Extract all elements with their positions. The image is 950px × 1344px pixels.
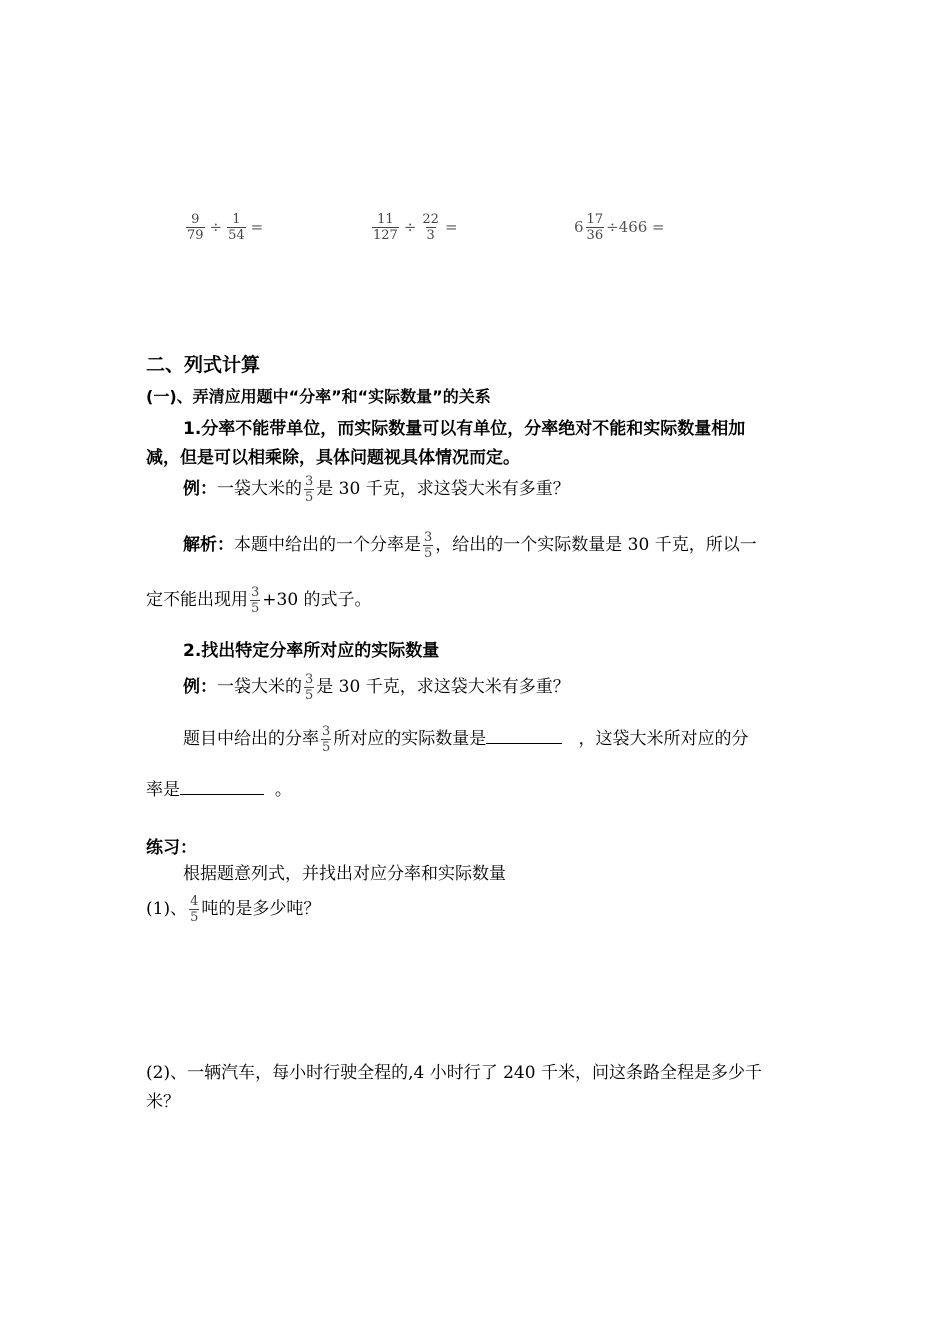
point-1-line-1: 1.分率不能带单位，而实际数量可以有单位，分率绝对不能和实际数量相加 xyxy=(183,419,746,439)
fraction: $\frac{22}{3}$ xyxy=(422,212,439,243)
section-title: 二、列式计算 xyxy=(146,354,261,376)
fraction: $\frac{1}{54}$ xyxy=(228,212,245,243)
example-2: 例：一袋大米的 $\frac{3}{5}$ 是 30 千克，求这袋大米有多重？ xyxy=(183,672,570,703)
practice-q2-line-2: 米？ xyxy=(146,1092,180,1112)
calc-expr-3: 6 $\frac{17}{36}$ ÷466 = xyxy=(574,212,665,243)
fraction: $\frac{4}{5}$ xyxy=(190,894,199,925)
practice-intro: 根据题意列式，并找出对应分率和实际数量 xyxy=(183,864,506,884)
practice-title: 练习： xyxy=(146,838,197,858)
fraction: $\frac{17}{36}$ xyxy=(586,212,604,243)
fraction: $\frac{3}{5}$ xyxy=(322,724,331,755)
answer-blank-1[interactable] xyxy=(486,729,562,744)
section-subtitle: (一)、弄清应用题中“分率”和“实际数量”的关系 xyxy=(146,387,491,406)
calc-expr-1: $\frac{9}{79}$ ÷ $\frac{1}{54}$ = xyxy=(187,212,264,243)
fraction: $\frac{3}{5}$ xyxy=(305,672,314,703)
fraction: $\frac{3}{5}$ xyxy=(251,585,260,616)
practice-q2-line-1: (2)、一辆汽车，每小时行驶全程的,4 小时行了 240 千米，问这条路全程是多少千 xyxy=(146,1063,762,1083)
fraction: $\frac{3}{5}$ xyxy=(424,530,433,561)
analysis-line-2: 定不能出现用 $\frac{3}{5}$ +30 的式子。 xyxy=(146,585,372,616)
question-line-1: 题目中给出的分率 $\frac{3}{5}$ 所对应的实际数量是 ，这袋大米所对应的分 xyxy=(183,724,749,755)
example-1: 例：一袋大米的 $\frac{3}{5}$ 是 30 千克，求这袋大米有多重？ xyxy=(183,474,570,505)
answer-blank-2[interactable] xyxy=(180,780,264,795)
fraction: $\frac{9}{79}$ xyxy=(187,212,204,243)
calc-expr-2: $\frac{11}{127}$ ÷ $\frac{22}{3}$ = xyxy=(373,212,458,243)
fraction: $\frac{3}{5}$ xyxy=(305,474,314,505)
point-1-line-2: 减，但是可以相乘除，具体问题视具体情况而定。 xyxy=(146,448,520,468)
question-line-2: 率是 。 xyxy=(146,780,292,800)
analysis-line-1: 解析：本题中给出的一个分率是 $\frac{3}{5}$ ，给出的一个实际数量是 30 千克，所以一 xyxy=(183,530,757,561)
fraction: $\frac{11}{127}$ xyxy=(373,212,398,243)
point-2: 2.找出特定分率所对应的实际数量 xyxy=(183,641,440,661)
practice-q1: (1)、 $\frac{4}{5}$ 吨的是多少吨？ xyxy=(146,894,321,925)
